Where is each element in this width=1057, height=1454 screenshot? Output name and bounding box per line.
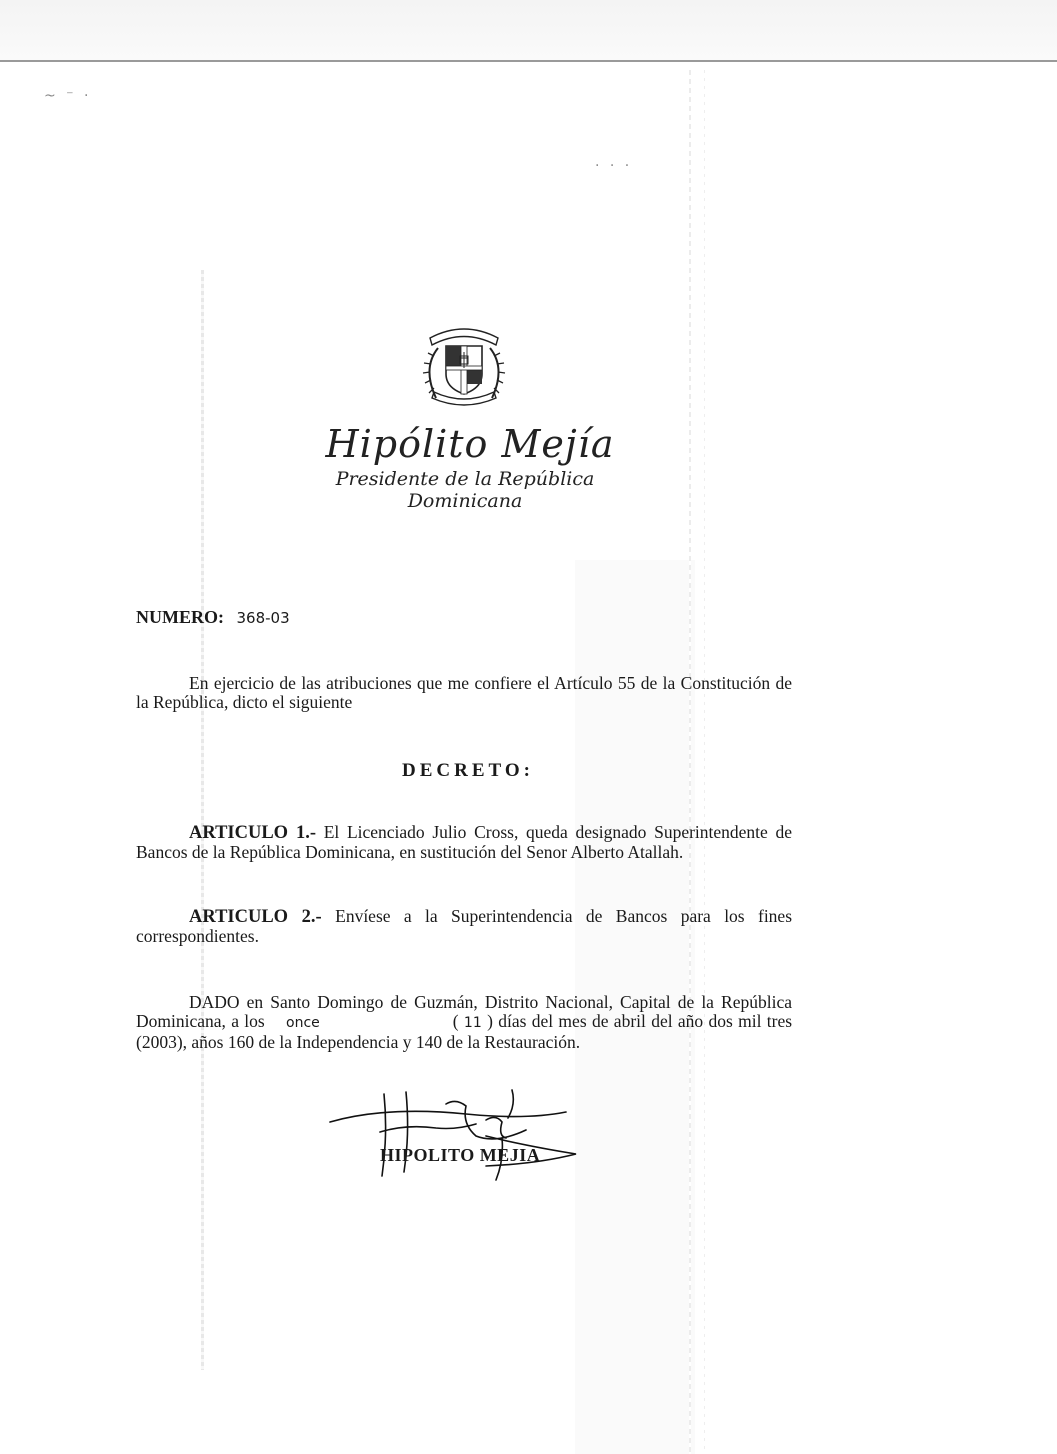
coat-of-arms-seal — [416, 318, 512, 414]
decree-heading: DECRETO: — [402, 760, 534, 781]
dado-text-days: ) días del mes de — [487, 1011, 609, 1031]
scan-edge-line — [0, 60, 1057, 62]
article-2 — [136, 907, 792, 946]
intro-text: En ejercicio de las atribuciones que me confiere el Artículo 55 de la Constitución de la República, dicto el siguiente — [136, 673, 792, 712]
signer-name: HIPOLITO MEJIA — [380, 1145, 541, 1165]
decree-number — [136, 607, 290, 628]
article-2-label: ARTICULO 2.- — [189, 907, 322, 927]
article-1-label: ARTICULO 1.- — [189, 823, 317, 843]
scan-fold-line — [704, 70, 705, 1454]
scan-fold-line — [689, 70, 691, 1454]
scan-fold-line — [201, 270, 204, 1370]
decree-number-value: 368-03 — [236, 609, 290, 627]
dado-day-number: 11 — [463, 1015, 482, 1031]
scan-top-shade — [0, 0, 1057, 60]
handwritten-signature — [326, 1084, 586, 1184]
scan-smudge: ~ ⁻ · — [44, 88, 92, 104]
letterhead-name: Hipólito Mejía — [325, 422, 615, 466]
letterhead-title: Presidente de la República Dominicana — [335, 468, 595, 512]
dado-text-end: del año dos mil tres (2003), años 160 de la Independencia y 140 de la Restauración. — [136, 1011, 793, 1052]
article-1-text: El Licenciado Julio Cross, queda designado Superintendente de Bancos de la República Dominicana, en sustitución del Senor Alberto Atallah. — [136, 822, 793, 862]
article-1 — [136, 823, 792, 862]
decree-number-label: NUMERO: — [136, 607, 224, 627]
article-2-text: Envíese a la Superintendencia de Bancos para los fines correspondientes. — [136, 906, 793, 946]
dado-month: abril — [613, 1011, 646, 1031]
scan-smudge: · · · — [595, 158, 633, 174]
intro-paragraph — [136, 674, 792, 712]
dado-paragraph: DADO en Santo Domingo de Guzmán, Distrito Nacional, Capital de la República Dominicana, a los once ( 11 ) días del mes de abril del año dos mil tres (2003), años 160 de la Independencia y 140 de la Restauración. — [136, 992, 793, 1052]
dado-day-words: once — [286, 1015, 320, 1031]
dado-text-start: DADO en Santo Domingo de Guzmán, Distrito Nacional, Capital de la República Dominicana, a los — [136, 992, 792, 1031]
